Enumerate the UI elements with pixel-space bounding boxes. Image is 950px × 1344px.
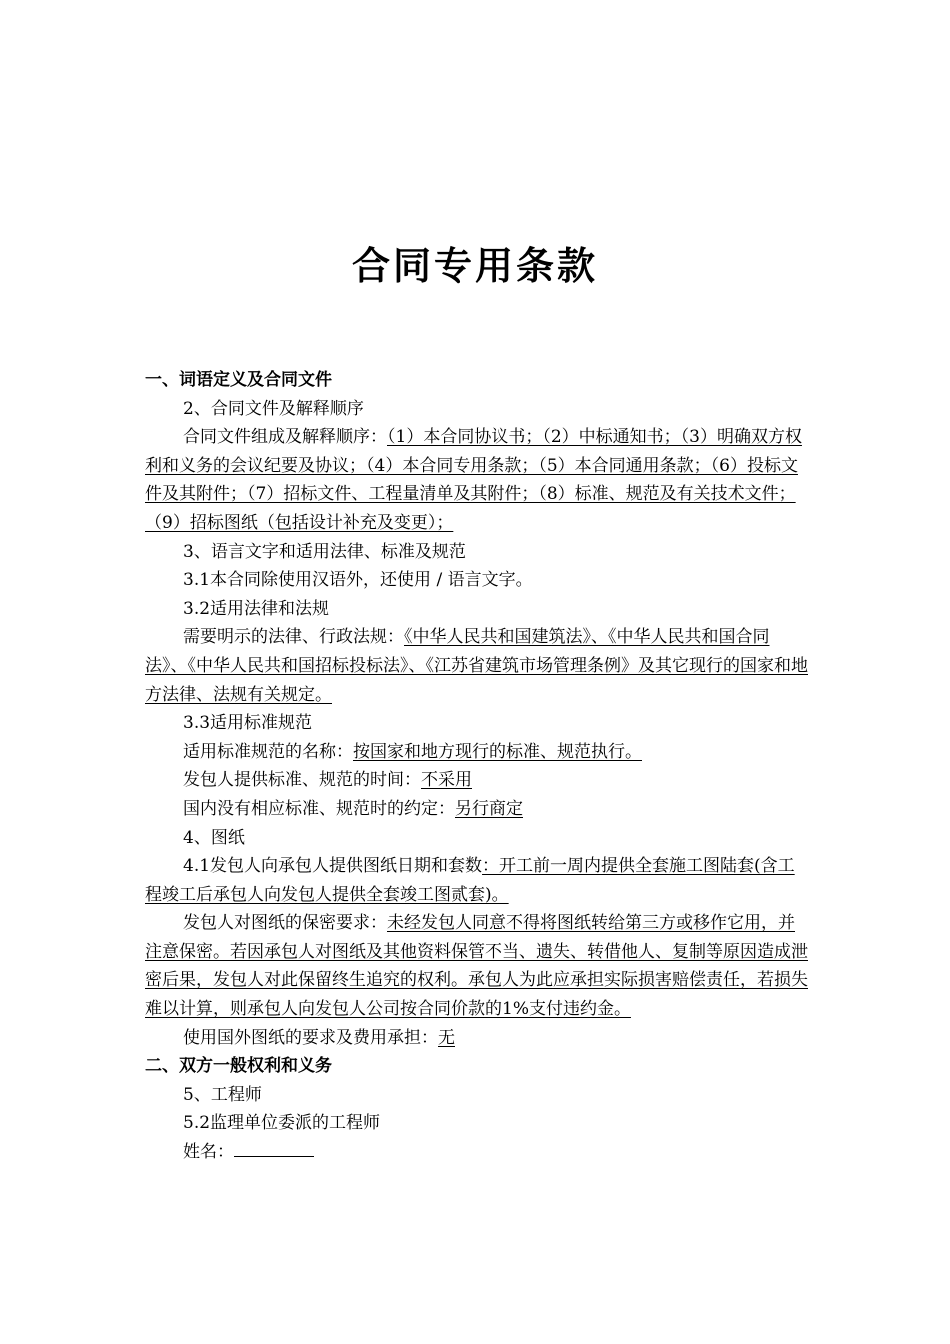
standard-name-value: 按国家和地方现行的标准、规范执行。: [353, 741, 642, 762]
standard-name-line: [145, 738, 810, 767]
document-body: [145, 366, 810, 1167]
clause-2-paragraph: [145, 423, 810, 537]
clause-5-heading: 5、工程师: [183, 1084, 262, 1105]
standard-time-line: [145, 766, 810, 795]
foreign-drawings-label: 使用国外图纸的要求及费用承担：: [183, 1027, 438, 1048]
clause-2-value: （1）本合同协议书；（2）中标通知书；（3）明确双方权利和义务的会议纪要及协议；（4）本合同专用条款；（5）本合同通用条款；（6）投标文件及其附件；（7）招标文件、工程量清单及其附件；（8）标准、规范及有关技术文件；（9）招标图纸（包括设计补充及变更）；: [145, 427, 802, 533]
clause-4-1-paragraph: [145, 852, 810, 909]
clause-4-1-label: 4.1发包人向承包人提供图纸日期和套数: [183, 856, 483, 877]
clause-3-2-label: 需要明示的法律、行政法规：: [183, 627, 404, 648]
engineer-name-line: [145, 1138, 810, 1167]
engineer-name-label: 姓名：: [183, 1142, 234, 1163]
section-heading-1: 一、词语定义及合同文件: [145, 370, 332, 390]
secrecy-value: 未经发包人同意不得将图纸转给第三方或移作它用，并注意保密。若因承包人对图纸及其他资料保管不当、遗失、转借他人、复制等原因造成泄密后果，发包人对此保留终生追究的权利。承包人为此应承担实际损害赔偿责任，若损失难以计算，则承包人向发包人公司按合同价款的1%支付违约金。: [145, 913, 808, 1020]
clause-5-2-heading: 5.2监理单位委派的工程师: [183, 1113, 381, 1134]
engineer-name-blank: [234, 1140, 314, 1157]
no-standard-label: 国内没有相应标准、规范时的约定：: [183, 798, 455, 819]
clause-4-1-value: ：开工前一周内提供全套施工图陆套(含工程竣工后承包人向发包人提供全套竣工图贰套)。: [145, 856, 795, 905]
clause-3-3-heading: 3.3适用标准规范: [183, 713, 313, 734]
standard-name-label: 适用标准规范的名称：: [183, 741, 353, 762]
clause-3-1: 3.1本合同除使用汉语外，还使用 / 语言文字。: [183, 570, 533, 591]
no-standard-line: [145, 795, 810, 824]
secrecy-paragraph: [145, 909, 810, 1023]
clause-3-2-heading: 3.2适用法律和法规: [183, 598, 330, 619]
section-heading-2: 二、双方一般权利和义务: [145, 1056, 332, 1077]
clause-2-label: 合同文件组成及解释顺序：: [183, 427, 387, 448]
foreign-drawings-line: [145, 1024, 810, 1053]
clause-2-heading: 2、合同文件及解释顺序: [183, 398, 364, 419]
no-standard-value: 另行商定: [455, 798, 523, 819]
secrecy-label: 发包人对图纸的保密要求：: [183, 913, 387, 934]
document-title: 合同专用条款: [351, 244, 598, 288]
standard-time-value: 不采用: [421, 770, 472, 791]
clause-3-2-value: 《中华人民共和国建筑法》、《中华人民共和国合同法》、《中华人民共和国招标投标法》、《江苏省建筑市场管理条例》及其它现行的国家和地方法律、法规有关规定。: [145, 627, 808, 705]
clause-4-heading: 4、图纸: [183, 827, 245, 848]
clause-3-2-paragraph: [145, 623, 810, 709]
clause-3-heading: 3、语言文字和适用法律、标准及规范: [183, 541, 466, 562]
standard-time-label: 发包人提供标准、规范的时间：: [183, 770, 421, 791]
foreign-drawings-value: 无: [438, 1027, 455, 1048]
